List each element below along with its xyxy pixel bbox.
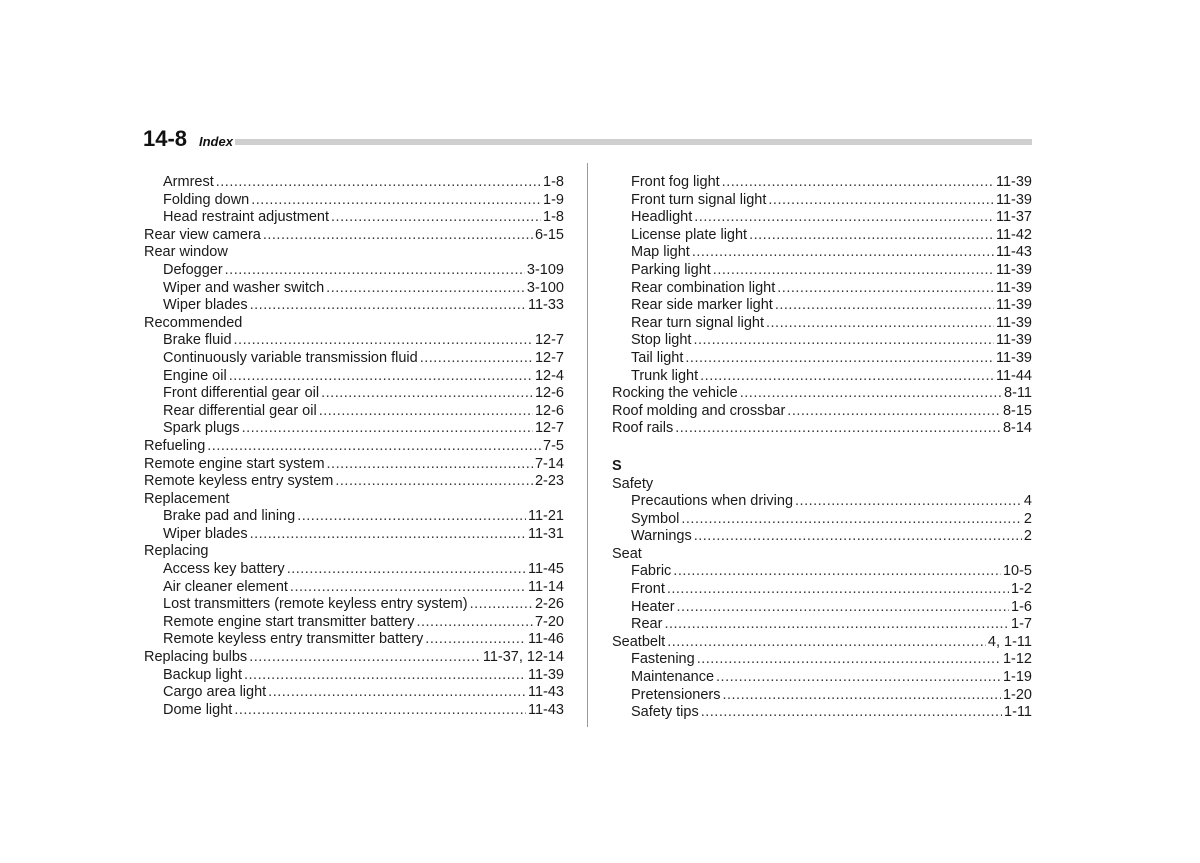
entry-page-ref: 7-5 bbox=[543, 437, 564, 454]
entry-page-ref: 11-39 bbox=[995, 349, 1032, 366]
dot-leader bbox=[207, 438, 541, 456]
entry-label: Backup light bbox=[163, 666, 242, 683]
index-subentry bbox=[144, 262, 564, 280]
dot-leader bbox=[416, 614, 533, 632]
entry-label: Rear view camera bbox=[144, 226, 261, 243]
dot-leader bbox=[326, 280, 525, 298]
index-entry bbox=[144, 473, 564, 491]
dot-leader bbox=[795, 493, 1022, 511]
dot-leader bbox=[713, 262, 994, 280]
dot-leader bbox=[249, 649, 481, 667]
entry-label: Symbol bbox=[631, 510, 680, 527]
entry-page-ref: 11-14 bbox=[527, 578, 564, 595]
entry-label: Fabric bbox=[631, 563, 672, 580]
index-subentry bbox=[144, 420, 564, 438]
entry-label: Wiper and washer switch bbox=[163, 279, 325, 296]
entry-label: Spark plugs bbox=[163, 420, 240, 437]
dot-leader bbox=[693, 332, 994, 350]
entry-page-ref: 11-37, 12-14 bbox=[482, 649, 564, 666]
index-entry bbox=[144, 438, 564, 456]
entry-page-ref: 12-7 bbox=[534, 420, 564, 437]
index-subentry bbox=[612, 350, 1032, 368]
entry-label: License plate light bbox=[631, 226, 748, 243]
index-subentry bbox=[612, 528, 1032, 546]
entry-page-ref: 11-33 bbox=[527, 297, 564, 314]
entry-label: Remote keyless entry transmitter battery bbox=[163, 631, 424, 648]
entry-label: Air cleaner element bbox=[163, 578, 288, 595]
entry-label: Roof rails bbox=[612, 420, 674, 437]
entry-page-ref: 11-39 bbox=[995, 279, 1032, 296]
entry-label: Headlight bbox=[631, 209, 693, 226]
dot-leader bbox=[321, 385, 533, 403]
entry-label: Continuously variable transmission fluid bbox=[163, 349, 418, 366]
index-subentry bbox=[612, 192, 1032, 210]
entry-label: Rear side marker light bbox=[631, 297, 773, 314]
entry-page-ref: 11-42 bbox=[995, 226, 1032, 243]
index-subentry bbox=[144, 297, 564, 315]
index-subentry bbox=[144, 614, 564, 632]
index-subentry bbox=[612, 174, 1032, 192]
index-subentry bbox=[144, 596, 564, 614]
entry-label: Refueling bbox=[144, 437, 206, 454]
dot-leader bbox=[225, 262, 525, 280]
entry-page-ref: 1-6 bbox=[1011, 598, 1032, 615]
entry-label: Maintenance bbox=[631, 669, 715, 686]
index-subentry bbox=[612, 581, 1032, 599]
dot-leader bbox=[250, 297, 526, 315]
index-subentry bbox=[612, 227, 1032, 245]
entry-label: Safety tips bbox=[631, 704, 699, 721]
dot-leader bbox=[768, 192, 994, 210]
entry-label: Stop light bbox=[631, 332, 692, 349]
entry-page-ref: 1-2 bbox=[1011, 581, 1032, 598]
index-subentry bbox=[612, 280, 1032, 298]
entry-page-ref: 1-19 bbox=[1002, 669, 1032, 686]
entry-page-ref: 11-21 bbox=[527, 508, 564, 525]
dot-leader bbox=[287, 561, 526, 579]
index-subentry bbox=[612, 704, 1032, 722]
entry-page-ref: 3-100 bbox=[526, 279, 564, 296]
index-subentry bbox=[612, 687, 1032, 705]
index-subentry bbox=[144, 385, 564, 403]
entry-page-ref: 11-39 bbox=[995, 332, 1032, 349]
index-subentry bbox=[144, 667, 564, 685]
index-entry bbox=[144, 649, 564, 667]
index-column-left bbox=[144, 174, 564, 719]
dot-leader bbox=[787, 403, 1001, 421]
dot-leader bbox=[234, 332, 533, 350]
dot-leader bbox=[766, 315, 994, 333]
index-subentry bbox=[144, 209, 564, 227]
dot-leader bbox=[425, 631, 526, 649]
dot-leader bbox=[675, 420, 1001, 438]
dot-leader bbox=[229, 368, 533, 386]
index-subentry bbox=[144, 174, 564, 192]
section-title: Index bbox=[199, 134, 233, 149]
entry-page-ref: 1-20 bbox=[1002, 686, 1032, 703]
entry-page-ref: 4 bbox=[1023, 493, 1032, 510]
dot-leader bbox=[722, 174, 994, 192]
entry-page-ref: 1-8 bbox=[543, 174, 564, 190]
dot-leader bbox=[319, 403, 533, 421]
entry-label: Front fog light bbox=[631, 174, 720, 190]
dot-leader bbox=[685, 350, 994, 368]
dot-leader bbox=[664, 616, 1009, 634]
index-subentry bbox=[612, 209, 1032, 227]
dot-leader bbox=[297, 508, 526, 526]
index-heading: Safety bbox=[612, 475, 654, 492]
entry-page-ref: 8-15 bbox=[1002, 402, 1032, 419]
entry-page-ref: 1-8 bbox=[543, 209, 564, 226]
entry-label: Rear differential gear oil bbox=[163, 402, 317, 419]
entry-page-ref: 11-39 bbox=[995, 191, 1032, 208]
dot-leader bbox=[740, 385, 1002, 403]
index-letter-heading: S bbox=[612, 457, 622, 474]
entry-label: Head restraint adjustment bbox=[163, 209, 330, 226]
dot-leader bbox=[777, 280, 994, 298]
index-subentry bbox=[144, 508, 564, 526]
index-subentry bbox=[612, 669, 1032, 687]
index-subentry bbox=[144, 403, 564, 421]
entry-page-ref: 7-20 bbox=[534, 613, 564, 630]
index-subentry bbox=[612, 244, 1032, 262]
entry-page-ref: 12-6 bbox=[534, 402, 564, 419]
entry-label: Defogger bbox=[163, 261, 223, 278]
dot-leader bbox=[667, 581, 1009, 599]
entry-page-ref: 4, 1-11 bbox=[987, 633, 1032, 650]
entry-label: Brake fluid bbox=[163, 332, 232, 349]
entry-page-ref: 11-43 bbox=[527, 684, 564, 701]
dot-leader bbox=[290, 579, 526, 597]
dot-leader bbox=[716, 669, 1001, 687]
index-entry bbox=[612, 420, 1032, 438]
entry-page-ref: 11-39 bbox=[995, 261, 1032, 278]
index-subentry bbox=[144, 561, 564, 579]
entry-label: Engine oil bbox=[163, 367, 227, 384]
entry-label: Remote engine start system bbox=[144, 455, 325, 472]
entry-page-ref: 10-5 bbox=[1002, 563, 1032, 580]
entry-label: Folding down bbox=[163, 191, 250, 208]
entry-label: Pretensioners bbox=[631, 686, 721, 703]
entry-label: Cargo area light bbox=[163, 684, 267, 701]
index-subentry bbox=[144, 526, 564, 544]
entry-label: Access key battery bbox=[163, 561, 285, 578]
entry-label: Remote keyless entry system bbox=[144, 473, 334, 490]
index-entry bbox=[144, 227, 564, 245]
header-rule bbox=[235, 139, 1032, 145]
entry-page-ref: 2-23 bbox=[534, 473, 564, 490]
dot-leader bbox=[677, 599, 1010, 617]
index-subentry bbox=[612, 599, 1032, 617]
index-subentry bbox=[144, 192, 564, 210]
entry-page-ref: 1-7 bbox=[1011, 616, 1032, 633]
index-entry bbox=[612, 385, 1032, 403]
entry-page-ref: 11-43 bbox=[995, 244, 1032, 261]
entry-label: Rear bbox=[631, 616, 663, 633]
entry-page-ref: 12-7 bbox=[534, 332, 564, 349]
entry-page-ref: 11-46 bbox=[527, 631, 564, 648]
index-subentry bbox=[612, 297, 1032, 315]
dot-leader bbox=[673, 563, 1001, 581]
index-entry bbox=[144, 456, 564, 474]
dot-leader bbox=[234, 702, 526, 720]
entry-label: Replacing bulbs bbox=[144, 649, 248, 666]
index-heading: Replacing bbox=[144, 543, 209, 560]
index-subentry bbox=[144, 702, 564, 720]
entry-label: Tail light bbox=[631, 349, 684, 366]
entry-page-ref: 8-14 bbox=[1002, 420, 1032, 437]
entry-page-ref: 11-37 bbox=[995, 209, 1032, 226]
dot-leader bbox=[694, 528, 1022, 546]
dot-leader bbox=[470, 596, 533, 614]
dot-leader bbox=[692, 244, 994, 262]
index-subentry bbox=[144, 280, 564, 298]
entry-page-ref: 11-44 bbox=[995, 367, 1032, 384]
dot-leader bbox=[420, 350, 533, 368]
entry-label: Front bbox=[631, 581, 665, 598]
index-entry bbox=[612, 634, 1032, 652]
index-subentry bbox=[612, 315, 1032, 333]
entry-label: Trunk light bbox=[631, 367, 699, 384]
entry-page-ref: 12-6 bbox=[534, 385, 564, 402]
entry-label: Lost transmitters (remote keyless entry system) bbox=[163, 596, 468, 613]
index-heading: Rear window bbox=[144, 244, 228, 261]
dot-leader bbox=[327, 456, 533, 474]
dot-leader bbox=[667, 634, 986, 652]
dot-leader bbox=[681, 511, 1022, 529]
entry-label: Rocking the vehicle bbox=[612, 385, 738, 402]
index-subentry bbox=[612, 616, 1032, 634]
entry-page-ref: 1-12 bbox=[1002, 651, 1032, 668]
entry-page-ref: 2 bbox=[1023, 510, 1032, 527]
dot-leader bbox=[216, 174, 541, 192]
dot-leader bbox=[331, 209, 541, 227]
page-header bbox=[143, 126, 1032, 150]
dot-leader bbox=[242, 420, 533, 438]
dot-leader bbox=[701, 704, 1002, 722]
entry-page-ref: 1-9 bbox=[543, 191, 564, 208]
entry-label: Remote engine start transmitter battery bbox=[163, 613, 415, 630]
entry-label: Fastening bbox=[631, 651, 695, 668]
index-subentry bbox=[144, 684, 564, 702]
dot-leader bbox=[263, 227, 533, 245]
entry-label: Roof molding and crossbar bbox=[612, 402, 786, 419]
dot-leader bbox=[722, 687, 1001, 705]
dot-leader bbox=[775, 297, 994, 315]
index-subentry bbox=[612, 511, 1032, 529]
dot-leader bbox=[268, 684, 526, 702]
entry-page-ref: 11-43 bbox=[527, 701, 564, 718]
entry-page-ref: 11-39 bbox=[995, 314, 1032, 331]
entry-page-ref: 11-39 bbox=[995, 174, 1032, 190]
entry-label: Front differential gear oil bbox=[163, 385, 320, 402]
index-column-right bbox=[612, 174, 1032, 722]
entry-page-ref: 11-31 bbox=[527, 525, 564, 542]
entry-page-ref: 2-26 bbox=[534, 596, 564, 613]
entry-label: Seatbelt bbox=[612, 633, 666, 650]
entry-page-ref: 3-109 bbox=[526, 261, 564, 278]
index-heading: Seat bbox=[612, 545, 642, 562]
index-heading: Recommended bbox=[144, 314, 243, 331]
index-subentry bbox=[144, 579, 564, 597]
dot-leader bbox=[694, 209, 994, 227]
entry-page-ref: 12-4 bbox=[534, 367, 564, 384]
entry-label: Armrest bbox=[163, 174, 214, 190]
index-subentry bbox=[612, 563, 1032, 581]
entry-page-ref: 2 bbox=[1023, 528, 1032, 545]
entry-label: Front turn signal light bbox=[631, 191, 767, 208]
entry-page-ref: 11-45 bbox=[527, 561, 564, 578]
column-divider bbox=[587, 163, 588, 727]
dot-leader bbox=[250, 526, 526, 544]
entry-label: Heater bbox=[631, 598, 675, 615]
index-subentry bbox=[612, 332, 1032, 350]
dot-leader bbox=[335, 473, 533, 491]
entry-page-ref: 6-15 bbox=[534, 226, 564, 243]
entry-label: Warnings bbox=[631, 528, 692, 545]
index-subentry bbox=[144, 350, 564, 368]
index-subentry bbox=[144, 368, 564, 386]
dot-leader bbox=[700, 368, 994, 386]
entry-label: Wiper blades bbox=[163, 297, 248, 314]
entry-page-ref: 11-39 bbox=[995, 297, 1032, 314]
index-entry bbox=[612, 403, 1032, 421]
entry-label: Rear turn signal light bbox=[631, 314, 764, 331]
entry-page-ref: 1-11 bbox=[1004, 704, 1032, 721]
entry-label: Brake pad and lining bbox=[163, 508, 296, 525]
dot-leader bbox=[697, 651, 1001, 669]
entry-page-ref: 7-14 bbox=[534, 455, 564, 472]
index-subentry bbox=[144, 631, 564, 649]
entry-label: Dome light bbox=[163, 701, 233, 718]
dot-leader bbox=[244, 667, 526, 685]
entry-label: Parking light bbox=[631, 261, 711, 278]
entry-label: Rear combination light bbox=[631, 279, 776, 296]
entry-label: Precautions when driving bbox=[631, 493, 794, 510]
entry-page-ref: 12-7 bbox=[534, 349, 564, 366]
entry-page-ref: 8-11 bbox=[1004, 385, 1032, 402]
dot-leader bbox=[251, 192, 541, 210]
index-heading: Replacement bbox=[144, 490, 230, 507]
index-subentry bbox=[612, 651, 1032, 669]
index-subentry bbox=[612, 368, 1032, 386]
entry-page-ref: 11-39 bbox=[527, 666, 564, 683]
index-subentry bbox=[144, 332, 564, 350]
entry-label: Wiper blades bbox=[163, 525, 248, 542]
index-subentry bbox=[612, 262, 1032, 280]
page-number: 14-8 bbox=[143, 126, 188, 151]
entry-label: Map light bbox=[631, 244, 690, 261]
dot-leader bbox=[749, 227, 994, 245]
index-subentry bbox=[612, 493, 1032, 511]
